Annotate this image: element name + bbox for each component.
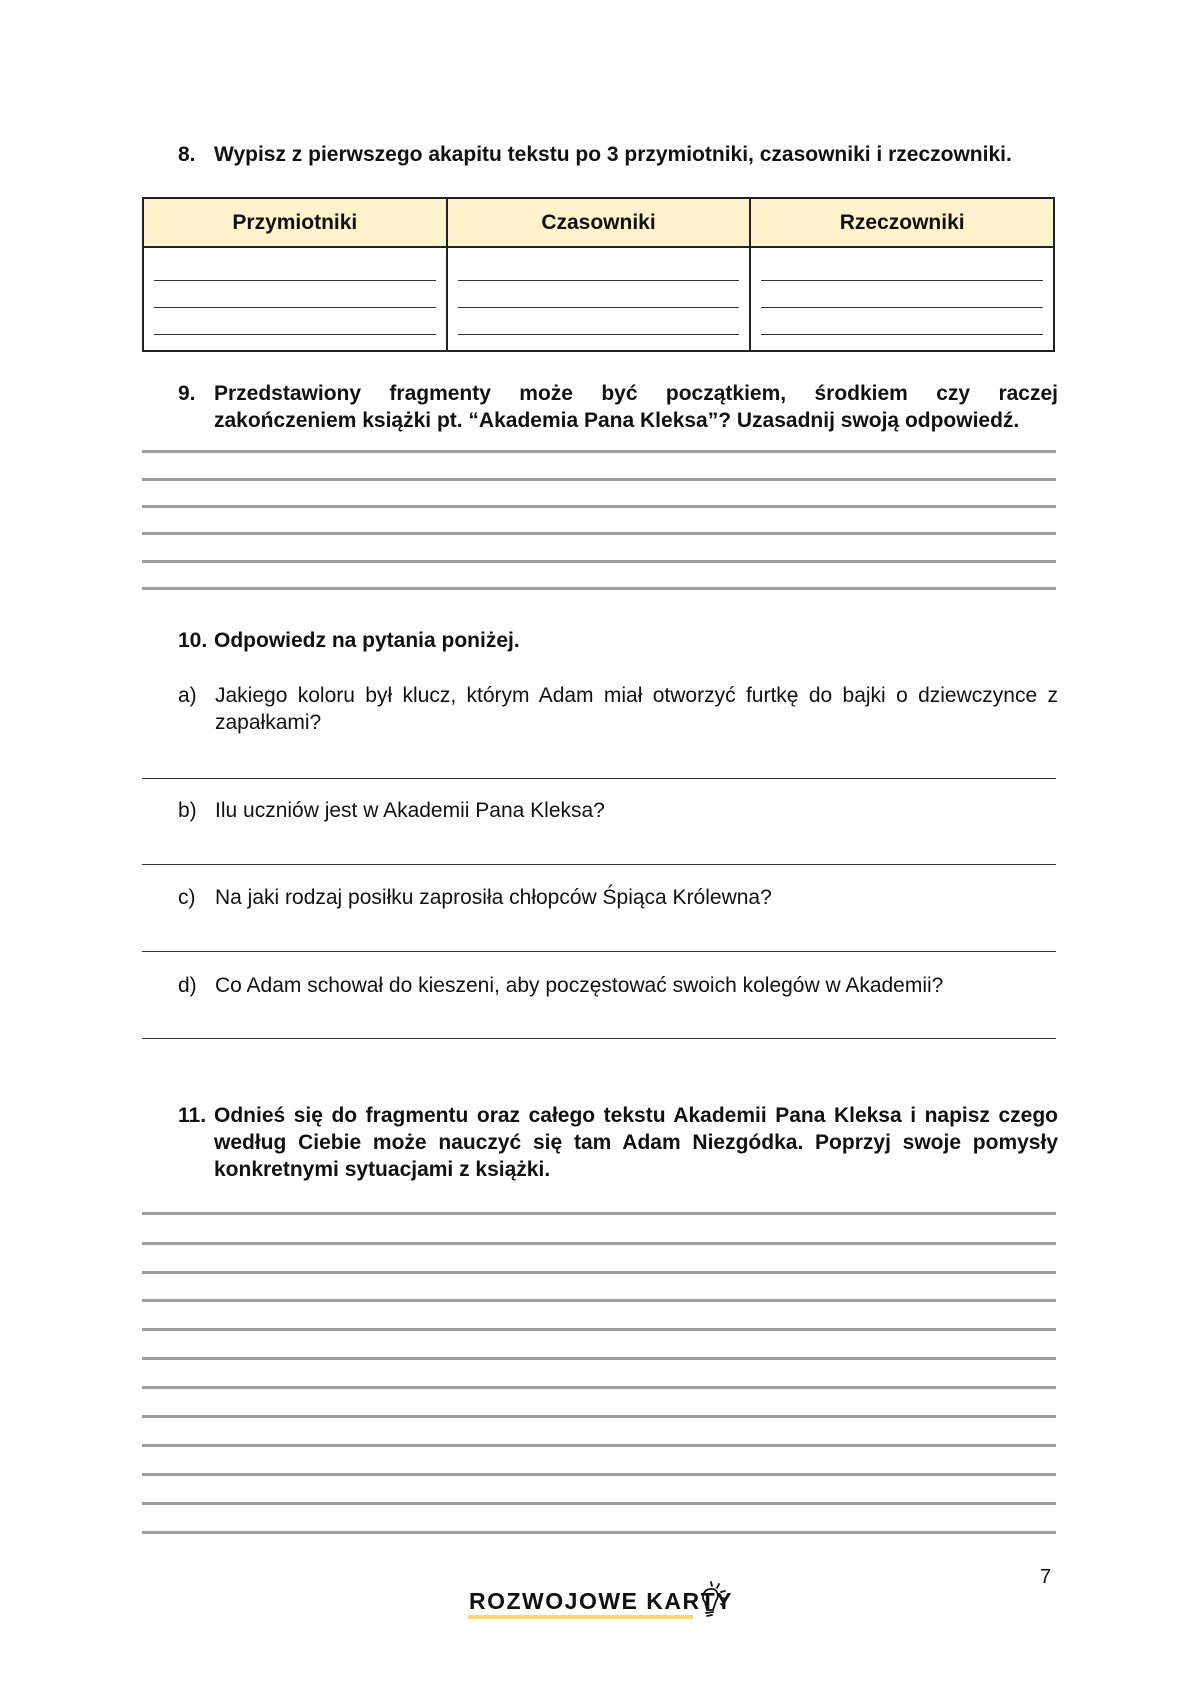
answer-blank[interactable] — [154, 307, 436, 308]
lightbulb-icon — [699, 1580, 731, 1620]
page-number: 7 — [1040, 1566, 1052, 1588]
subquestion-text: Ilu uczniów jest w Akademii Pana Kleksa? — [215, 799, 605, 822]
answer-line[interactable] — [142, 505, 1056, 508]
question-number: 8. — [178, 143, 196, 166]
answer-blank[interactable] — [154, 280, 436, 281]
subquestion-label: d) — [178, 974, 197, 997]
column-header: Rzeczowniki — [751, 199, 1053, 248]
answer-line[interactable] — [142, 532, 1056, 535]
answer-line[interactable] — [142, 1271, 1056, 1274]
answer-line[interactable] — [142, 1242, 1056, 1245]
question-9 — [178, 380, 1058, 434]
question-number: 9. — [178, 382, 196, 405]
question-10 — [178, 627, 1058, 654]
answer-line[interactable] — [142, 1299, 1056, 1302]
subquestion-c — [178, 884, 1058, 911]
subquestion-text: Na jaki rodzaj posiłku zaprosiła chłopców Śpiąca Królewna? — [215, 886, 772, 909]
subquestion-label: a) — [178, 684, 197, 707]
answer-line[interactable] — [142, 1386, 1056, 1389]
answer-line[interactable] — [142, 450, 1056, 453]
subquestion-label: b) — [178, 799, 197, 822]
answer-line[interactable] — [142, 778, 1056, 779]
answer-blank[interactable] — [761, 307, 1043, 308]
subquestion-b — [178, 797, 1058, 824]
brand-underline — [468, 1615, 693, 1619]
question-11 — [178, 1102, 1058, 1183]
subquestion-label: c) — [178, 886, 196, 909]
brand-logo-text: ROZWOJOWE KARTY — [469, 1588, 733, 1614]
answer-line[interactable] — [142, 1212, 1056, 1215]
answer-line[interactable] — [142, 1038, 1056, 1039]
table-column-verbs — [448, 199, 752, 350]
answer-blank[interactable] — [761, 334, 1043, 335]
question-text-line1: Przedstawiony fragmenty może być początkiem, środkiem czy raczej — [214, 382, 1058, 405]
answer-line[interactable] — [142, 1357, 1056, 1360]
answer-line[interactable] — [142, 1328, 1056, 1331]
answer-blank[interactable] — [154, 334, 436, 335]
question-text: Odnieś się do fragmentu oraz całego tekstu Akademii Pana Kleksa i napisz czego według Ciebie może nauczyć się tam Adam Niezgódka. Poprzyj swoje pomysły konkretnymi sytuacjami z książki. — [214, 1104, 1058, 1181]
question-number: 10. — [178, 629, 208, 652]
question-text: Odpowiedz na pytania poniżej. — [214, 629, 520, 652]
answer-line[interactable] — [142, 1415, 1056, 1418]
question-8 — [178, 141, 1058, 168]
answer-line[interactable] — [142, 864, 1056, 865]
answer-blank[interactable] — [761, 280, 1043, 281]
answer-line[interactable] — [142, 1531, 1056, 1534]
column-header: Czasowniki — [448, 199, 750, 248]
answer-line[interactable] — [142, 478, 1056, 481]
question-number: 11. — [178, 1104, 207, 1127]
answer-blank[interactable] — [458, 307, 740, 308]
question-text: Wypisz z pierwszego akapitu tekstu po 3 przymiotniki, czasowniki i rzeczowniki. — [214, 143, 1012, 166]
answer-line[interactable] — [142, 951, 1056, 952]
column-header: Przymiotniki — [144, 199, 446, 248]
answer-line[interactable] — [142, 1444, 1056, 1447]
subquestion-text: Co Adam schował do kieszeni, aby poczęstować swoich kolegów w Akademii? — [215, 974, 944, 997]
subquestion-text: Jakiego koloru był klucz, którym Adam miał otworzyć furtkę do bajki o dziewczynce z zapałkami? — [215, 684, 1058, 734]
table-column-nouns — [751, 199, 1053, 350]
answer-blank[interactable] — [458, 334, 740, 335]
answer-line[interactable] — [142, 587, 1056, 590]
subquestion-a — [178, 682, 1058, 736]
subquestion-d — [178, 972, 1058, 999]
question-text-line2: zakończeniem książki pt. “Akademia Pana Kleksa”? Uzasadnij swoją odpowiedź. — [214, 409, 1020, 432]
word-table — [142, 197, 1055, 352]
table-column-adjectives — [144, 199, 448, 350]
answer-line[interactable] — [142, 560, 1056, 563]
answer-line[interactable] — [142, 1473, 1056, 1476]
answer-line[interactable] — [142, 1502, 1056, 1505]
answer-blank[interactable] — [458, 280, 740, 281]
